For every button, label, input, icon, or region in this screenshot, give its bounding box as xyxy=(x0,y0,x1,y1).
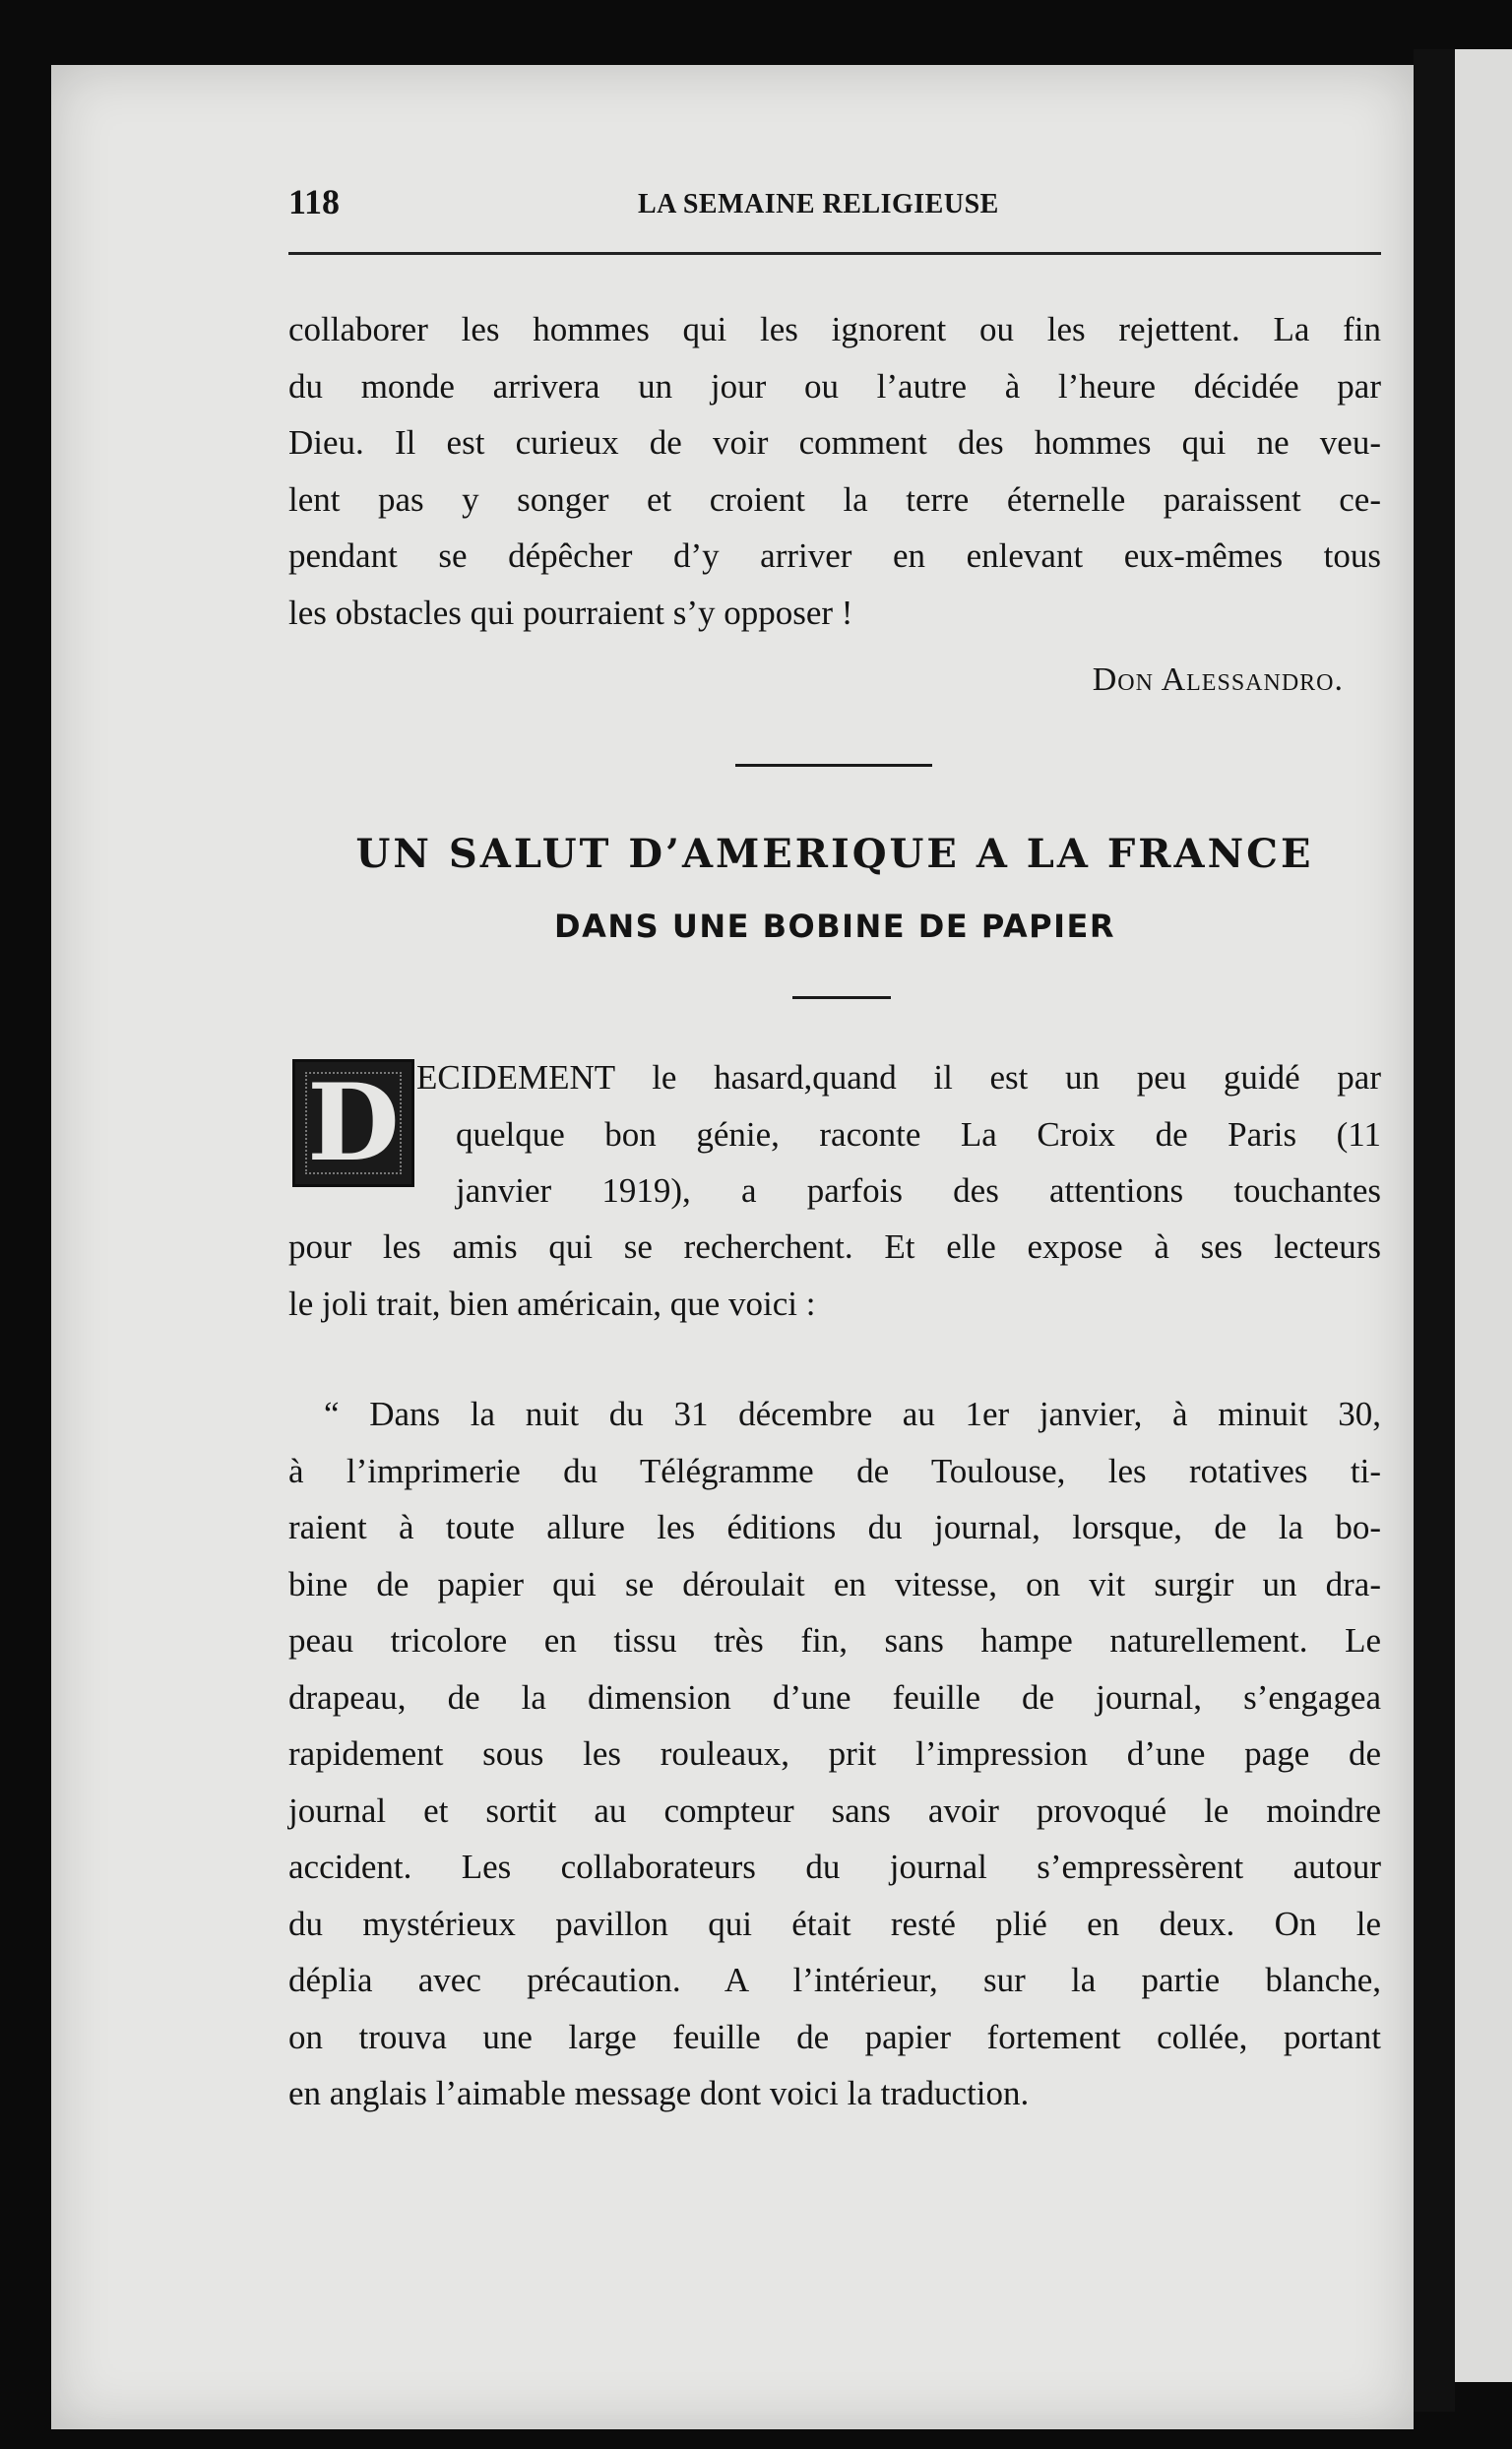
text-line: raient à toute allure les éditions du journal, lorsque, de la bo- xyxy=(288,1508,1381,1546)
text-line: à l’imprimerie du Télégramme de Toulouse, les rotatives ti- xyxy=(288,1451,1381,1490)
title-separator xyxy=(792,996,891,999)
text-line: ECIDEMENT le hasard,quand il est un peu guidé par xyxy=(416,1058,1381,1097)
text-line: Dieu. Il est curieux de voir comment des hommes qui ne veu- xyxy=(288,423,1381,462)
text-line: bine de papier qui se déroulait en vitesse, on vit surgir un dra- xyxy=(288,1564,1381,1603)
drop-cap-letter: D xyxy=(307,1061,400,1185)
text-line: journal et sortit au compteur sans avoir provoqué le moindre xyxy=(288,1790,1381,1830)
text-line: janvier 1919), a parfois des attentions touchantes xyxy=(456,1171,1381,1210)
text-line: le joli trait, bien américain, que voici : xyxy=(288,1284,816,1323)
text-line: pendant se dépêcher d’y arriver en enlevant eux-mêmes tous xyxy=(288,536,1381,575)
text-line: peau tricolore en tissu très fin, sans hampe naturellement. Le xyxy=(288,1621,1381,1660)
article-subtitle: DANS UNE BOBINE DE PAPIER xyxy=(554,908,1115,945)
text-line: du mystérieux pavillon qui était resté plié en deux. On le xyxy=(288,1904,1381,1943)
page-gutter xyxy=(1414,49,1455,2412)
running-title: LA SEMAINE RELIGIEUSE xyxy=(638,189,999,220)
text-line: du monde arrivera un jour ou l’autre à l’heure décidée par xyxy=(288,366,1381,406)
running-header xyxy=(288,181,1381,240)
quoted-paragraph xyxy=(288,1386,1381,2122)
intro-beside-cap xyxy=(416,1049,1381,1220)
text-line: pour les amis qui se recherchent. Et elle expose à ses lecteurs xyxy=(288,1227,1381,1266)
text-line: en anglais l’aimable message dont voici la traduction. xyxy=(288,2074,1030,2112)
adjacent-page-edge xyxy=(1455,49,1512,2382)
text-line: lent pas y songer et croient la terre éternelle paraissent ce- xyxy=(288,479,1381,519)
text-line: accident. Les collaborateurs du journal s’empressèrent autour xyxy=(288,1848,1381,1886)
text-line: rapidement sous les rouleaux, prit l’impression d’une page de xyxy=(288,1734,1381,1773)
page-number: 118 xyxy=(288,182,341,221)
author-signature: Don Alessandro. xyxy=(1092,661,1344,698)
text-line: on trouva une large feuille de papier fortement collée, portant xyxy=(288,2017,1381,2056)
text-line: “ Dans la nuit du 31 décembre au 1er janvier, à minuit 30, xyxy=(324,1395,1381,1433)
text-line: déplia avec précaution. A l’intérieur, sur la partie blanche, xyxy=(288,1961,1381,1999)
text-line: drapeau, de la dimension d’une feuille de journal, s’engagea xyxy=(288,1677,1381,1717)
article-title: UN SALUT D’AMERIQUE A LA FRANCE xyxy=(355,831,1314,877)
paragraph-continuation xyxy=(288,301,1381,641)
text-line: les obstacles qui pourraient s’y opposer ! xyxy=(288,593,853,632)
intro-full-width xyxy=(288,1219,1381,1332)
text-line: quelque bon génie, raconte La Croix de Paris (11 xyxy=(456,1114,1381,1154)
ornamental-drop-cap xyxy=(292,1059,414,1187)
section-separator xyxy=(735,764,932,767)
text-line: collaborer les hommes qui les ignorent ou les rejettent. La fin xyxy=(288,310,1381,348)
header-rule xyxy=(288,252,1381,255)
book-page xyxy=(51,65,1414,2429)
